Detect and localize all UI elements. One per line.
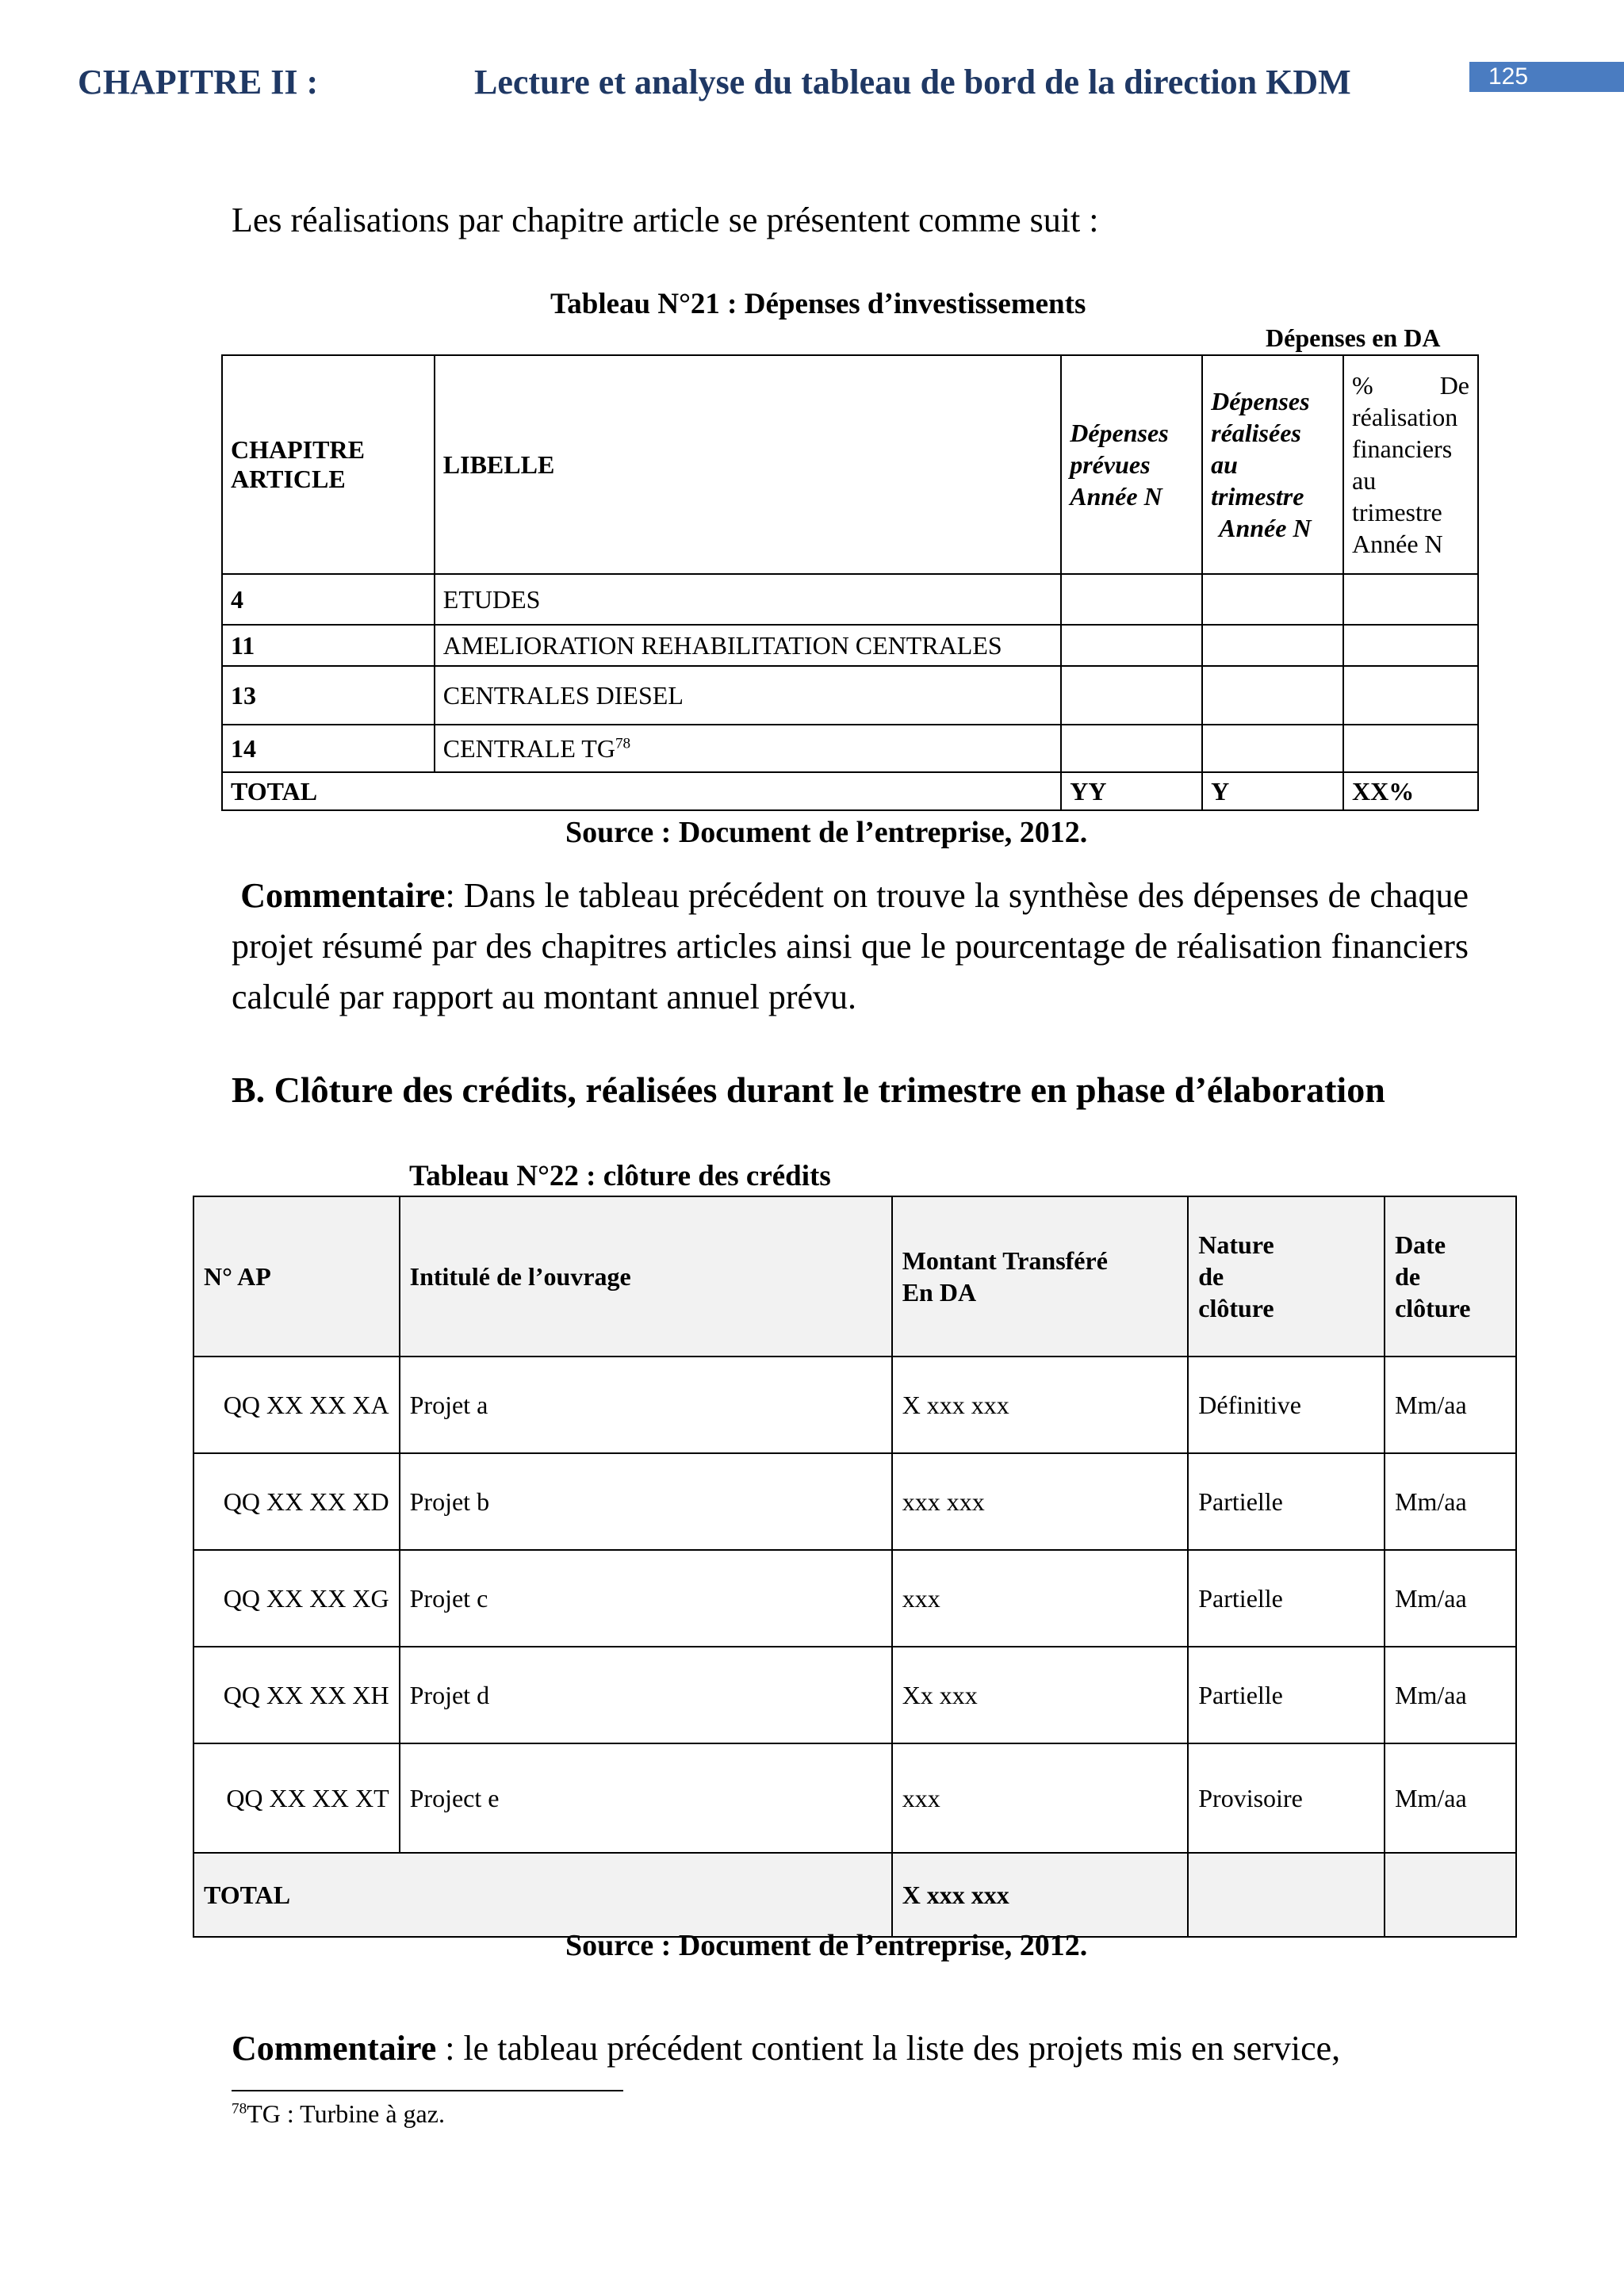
header-line: clôture: [1198, 1294, 1274, 1322]
row-ap: QQ XX XX XD: [193, 1453, 400, 1550]
row-ap: QQ XX XX XH: [193, 1647, 400, 1743]
page-number: 125: [1469, 62, 1624, 92]
table21-total-row: [222, 772, 1478, 810]
table-row: [222, 625, 1478, 666]
row-date: Mm/aa: [1385, 1453, 1516, 1550]
table22: [193, 1196, 1517, 1938]
header-line: de: [1198, 1262, 1224, 1291]
row-montant: xxx xxx: [892, 1453, 1189, 1550]
table-row: [222, 725, 1478, 772]
row-pct: [1343, 574, 1478, 625]
table-row: [193, 1357, 1516, 1453]
table21-header-libelle: LIBELLE: [435, 355, 1061, 574]
row-libelle: ETUDES: [435, 574, 1061, 625]
table21-header-chapitre: [222, 355, 435, 574]
table22-header-row: [193, 1196, 1516, 1357]
chapter-label: CHAPITRE II :: [78, 63, 319, 101]
footnote-number: 78: [232, 2100, 247, 2118]
header-line: trimestre: [1211, 482, 1304, 511]
table22-header-montant: [892, 1196, 1189, 1357]
header-line: Dépenses: [1070, 419, 1169, 447]
table21-header-row: [222, 355, 1478, 574]
row-ap: QQ XX XX XG: [193, 1550, 400, 1647]
table-row: [193, 1453, 1516, 1550]
table21-header-prevues: [1061, 355, 1202, 574]
table22-total-row: [193, 1853, 1516, 1937]
table22-header-nature: [1188, 1196, 1385, 1357]
comment-paragraph-2: [232, 2023, 1469, 2074]
total-label: TOTAL: [193, 1853, 892, 1937]
comment-text: : Dans le tableau précédent on trouve la synthèse des dépenses de chaque projet résumé par des chapitres articles ainsi que le pourcentage de réalisation financiers calculé par rapport au montant annuel prévu.: [232, 876, 1469, 1016]
header-line: trimestre: [1352, 498, 1442, 526]
header-word: De: [1439, 371, 1469, 400]
row-realisees: [1202, 574, 1343, 625]
header-line: au: [1352, 466, 1377, 495]
header-line: Date: [1395, 1230, 1446, 1259]
header-line: réalisation: [1352, 403, 1458, 431]
table-row: [193, 1550, 1516, 1647]
footnote-text: TG : Turbine à gaz.: [247, 2099, 445, 2128]
total-pct: XX%: [1343, 772, 1478, 810]
header-line: de: [1395, 1262, 1421, 1291]
table22-header-ap: N° AP: [193, 1196, 400, 1357]
table22-title: Tableau N°22 : clôture des crédits: [409, 1160, 831, 1192]
row-chapitre: 13: [222, 666, 435, 725]
row-realisees: [1202, 666, 1343, 725]
total-date: [1385, 1853, 1516, 1937]
header-line: Nature: [1198, 1230, 1274, 1259]
header-line: Dépenses: [1211, 387, 1310, 415]
row-intitule: Projet b: [400, 1453, 892, 1550]
row-intitule: Projet a: [400, 1357, 892, 1453]
total-montant: X xxx xxx: [892, 1853, 1189, 1937]
row-montant: xxx: [892, 1550, 1189, 1647]
header-line: au: [1211, 450, 1238, 479]
table21-source: Source : Document de l’entreprise, 2012.: [565, 816, 1088, 849]
comment-paragraph-1: [232, 871, 1469, 1023]
row-montant: Xx xxx: [892, 1647, 1189, 1743]
row-date: Mm/aa: [1385, 1550, 1516, 1647]
row-montant: xxx: [892, 1743, 1189, 1853]
row-nature: Partielle: [1188, 1550, 1385, 1647]
header-line: Année N: [1070, 482, 1162, 511]
section-heading: B. Clôture des crédits, réalisées durant le trimestre en phase d’élaboration: [232, 1070, 1385, 1110]
table21-header-realisees: [1202, 355, 1343, 574]
table21-header-pct: [1343, 355, 1478, 574]
header-line: réalisées: [1211, 419, 1301, 447]
table21-unit: Dépenses en DA: [1266, 323, 1441, 352]
table21: [221, 354, 1479, 811]
total-realisees: Y: [1202, 772, 1343, 810]
table22-header-intitule: Intitulé de l’ouvrage: [400, 1196, 892, 1357]
header-line: ARTICLE: [231, 465, 346, 493]
row-prevues: [1061, 574, 1202, 625]
table22-source: Source : Document de l’entreprise, 2012.: [565, 1929, 1088, 1962]
row-ap: QQ XX XX XT: [193, 1743, 400, 1853]
row-pct: [1343, 625, 1478, 666]
table-row: [193, 1743, 1516, 1853]
header-line: Année N: [1219, 514, 1312, 542]
row-nature: Partielle: [1188, 1647, 1385, 1743]
table22-header-date: [1385, 1196, 1516, 1357]
header-line: prévues: [1070, 450, 1151, 479]
row-chapitre: 14: [222, 725, 435, 772]
total-nature: [1188, 1853, 1385, 1937]
table-row: [193, 1647, 1516, 1743]
table-row: [222, 666, 1478, 725]
row-pct: [1343, 666, 1478, 725]
header-word: %: [1352, 371, 1373, 400]
header-line: Montant Transféré: [902, 1246, 1108, 1275]
header-line: CHAPITRE: [231, 435, 365, 464]
row-date: Mm/aa: [1385, 1357, 1516, 1453]
row-realisees: [1202, 725, 1343, 772]
row-intitule: Projet c: [400, 1550, 892, 1647]
row-montant: X xxx xxx: [892, 1357, 1189, 1453]
row-nature: Définitive: [1188, 1357, 1385, 1453]
row-pct: [1343, 725, 1478, 772]
comment-label: Commentaire: [240, 876, 446, 915]
table-row: [222, 574, 1478, 625]
header-line: En DA: [902, 1278, 977, 1307]
comment-text: : le tableau précédent contient la liste des projets mis en service,: [436, 2029, 1341, 2068]
header-line: financiers: [1352, 434, 1453, 463]
chapter-title: Lecture et analyse du tableau de bord de la direction KDM: [474, 63, 1351, 101]
row-nature: Partielle: [1188, 1453, 1385, 1550]
row-libelle: [435, 725, 1061, 772]
row-chapitre: 4: [222, 574, 435, 625]
header-line: Année N: [1352, 530, 1443, 558]
row-chapitre: 11: [222, 625, 435, 666]
row-intitule: Projet d: [400, 1647, 892, 1743]
header-line: clôture: [1395, 1294, 1471, 1322]
row-prevues: [1061, 725, 1202, 772]
intro-paragraph: Les réalisations par chapitre article se présentent comme suit :: [232, 201, 1099, 239]
table21-title: Tableau N°21 : Dépenses d’investissements: [550, 288, 1086, 320]
row-ap: QQ XX XX XA: [193, 1357, 400, 1453]
header-line: [1352, 369, 1469, 401]
row-nature: Provisoire: [1188, 1743, 1385, 1853]
footnote-ref: 78: [615, 734, 631, 752]
total-label: TOTAL: [222, 772, 1061, 810]
row-date: Mm/aa: [1385, 1743, 1516, 1853]
row-prevues: [1061, 666, 1202, 725]
row-intitule: Project e: [400, 1743, 892, 1853]
footnote: [232, 2099, 445, 2129]
row-prevues: [1061, 625, 1202, 666]
row-libelle: CENTRALES DIESEL: [435, 666, 1061, 725]
row-libelle-text: CENTRALE TG: [442, 733, 615, 763]
comment-label: Commentaire: [232, 2029, 437, 2068]
footnote-separator: [232, 2090, 623, 2091]
total-prevues: YY: [1061, 772, 1202, 810]
row-libelle: AMELIORATION REHABILITATION CENTRALES: [435, 625, 1061, 666]
row-date: Mm/aa: [1385, 1647, 1516, 1743]
row-realisees: [1202, 625, 1343, 666]
